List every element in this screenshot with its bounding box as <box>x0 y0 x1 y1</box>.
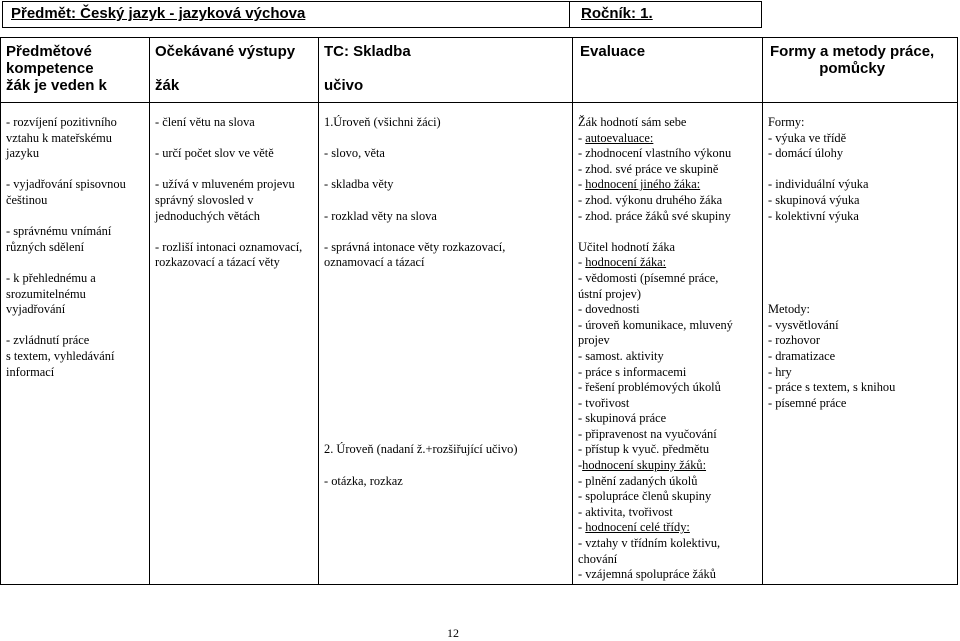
col3-line <box>324 162 517 178</box>
col4-line: - hodnocení žáka: <box>578 255 667 270</box>
col4-line: - práce s informacemi <box>578 364 687 379</box>
col5-line <box>768 255 895 271</box>
col2-line: - užívá v mluveném projevu <box>155 177 295 192</box>
col1-line: češtinou <box>6 192 48 207</box>
tc-column <box>324 115 517 489</box>
col3-line: 2. Úroveň (nadaní ž.+rozšiřující učivo) <box>324 442 518 457</box>
col4-line: - vztahy v třídním kolektivu, <box>578 536 721 551</box>
col1-line: srozumitelnému <box>6 286 86 301</box>
col4-line: - zhod. své práce ve skupině <box>578 161 719 176</box>
col3-line <box>324 458 517 474</box>
col2-line: - rozliší intonaci oznamovací, <box>155 239 303 254</box>
col2-line <box>155 224 302 240</box>
col1-line: informací <box>6 364 55 379</box>
col4-line: Učitel hodnotí žáka <box>578 239 676 254</box>
col4-line: chování <box>578 551 618 566</box>
col3-line <box>324 333 517 349</box>
col4-line: - samost. aktivity <box>578 348 664 363</box>
col3-line: - správná intonace věty rozkazovací, <box>324 239 506 254</box>
col3-line <box>324 365 517 381</box>
col2-line: - určí počet slov ve větě <box>155 146 274 161</box>
col4-line: - plnění zadaných úkolů <box>578 473 698 488</box>
col3-line: - rozklad věty na slova <box>324 208 437 223</box>
col4-line: - úroveň komunikace, mluvený <box>578 317 733 332</box>
col1-line: - zvládnutí práce <box>6 333 90 348</box>
col5-line <box>768 240 895 256</box>
page-number: 12 <box>447 626 459 640</box>
col1-line <box>6 255 126 271</box>
col5-line: - hry <box>768 364 792 379</box>
header-competence: Předmětové kompetence žák je veden k <box>6 43 107 94</box>
col5-line <box>768 224 895 240</box>
subject-title: Předmět: Český jazyk - jazyková výchova <box>11 5 306 22</box>
col3-line <box>324 193 517 209</box>
col1-line: - správnému vnímání <box>6 224 112 239</box>
outputs-column <box>155 115 302 271</box>
col2-line <box>155 131 302 147</box>
col2-line: správný slovosled v <box>155 192 254 207</box>
col3-line: - slovo, věta <box>324 146 385 161</box>
col3-line <box>324 302 517 318</box>
grade-title: Ročník: 1. <box>581 5 653 22</box>
col2-line: rozkazovací a tázací věty <box>155 255 280 270</box>
col1-line <box>6 318 126 334</box>
col1-line <box>6 209 126 225</box>
col1-line: - vyjadřování spisovnou <box>6 177 126 192</box>
col4-line: -hodnocení skupiny žáků: <box>578 458 707 473</box>
header-evaluation: Evaluace <box>580 43 646 60</box>
competence-column <box>6 115 126 380</box>
col4-line: - zhod. práce žáků své skupiny <box>578 208 731 223</box>
col3-line <box>324 318 517 334</box>
col5-line: - skupinová výuka <box>768 192 860 207</box>
header-tc: TC: Skladba učivo <box>324 43 411 94</box>
col5-line: - vysvětlování <box>768 317 839 332</box>
col5-line: - kolektivní výuka <box>768 208 859 223</box>
col3-line: - skladba věty <box>324 177 394 192</box>
col5-line <box>768 287 895 303</box>
col4-line: - skupinová práce <box>578 411 667 426</box>
col2-line <box>155 162 302 178</box>
col4-line: projev <box>578 333 610 348</box>
col5-line <box>768 271 895 287</box>
col3-line <box>324 427 517 443</box>
col3-line <box>324 271 517 287</box>
col2-line: - člení větu na slova <box>155 115 255 129</box>
col4-line: - přístup k vyuč. předmětu <box>578 442 710 457</box>
col1-line: - k přehlednému a <box>6 270 96 285</box>
col1-line: vyjadřování <box>6 302 66 317</box>
col1-line: vztahu k mateřskému <box>6 130 112 145</box>
col4-line: - spolupráce členů skupiny <box>578 489 712 504</box>
col3-line <box>324 224 517 240</box>
col3-line: 1.Úroveň (všichni žáci) <box>324 115 441 129</box>
col1-line: různých sdělení <box>6 239 85 254</box>
col4-line: - zhod. výkonu druhého žáka <box>578 192 723 207</box>
col4-line: - aktivita, tvořivost <box>578 504 673 519</box>
col1-line: jazyku <box>6 146 40 161</box>
col1-line: - rozvíjení pozitivního <box>6 115 117 129</box>
evaluation-column <box>578 115 733 583</box>
col4-line: - hodnocení celé třídy: <box>578 520 690 535</box>
col1-line: s textem, vyhledávání <box>6 348 115 363</box>
col3-line <box>324 287 517 303</box>
col5-line: Formy: <box>768 115 805 129</box>
col1-line <box>6 162 126 178</box>
col4-line: - řešení problémových úkolů <box>578 380 721 395</box>
col4-line: - vzájemná spolupráce žáků <box>578 567 716 582</box>
col5-line: - písemné práce <box>768 395 847 410</box>
col3-line <box>324 131 517 147</box>
col4-line <box>578 224 733 240</box>
col4-line: - vědomosti (písemné práce, <box>578 270 719 285</box>
col3-line <box>324 411 517 427</box>
col4-line: - připravenost na vyučování <box>578 426 717 441</box>
col5-line: - rozhovor <box>768 333 820 348</box>
col4-line: - zhodnocení vlastního výkonu <box>578 146 732 161</box>
col4-line: ústní projev) <box>578 286 641 301</box>
col2-line: jednoduchých větách <box>155 208 260 223</box>
col5-line: - práce s textem, s knihou <box>768 380 896 395</box>
col4-line: - autoevaluace: <box>578 130 654 145</box>
header-outputs: Očekávané výstupy žák <box>155 43 296 94</box>
col3-line <box>324 396 517 412</box>
col4-line: - tvořivost <box>578 395 630 410</box>
col5-line: - dramatizace <box>768 348 836 363</box>
col5-line: Metody: <box>768 302 810 317</box>
col5-line <box>768 162 895 178</box>
forms-column <box>768 115 895 411</box>
col5-line: - výuka ve třídě <box>768 130 847 145</box>
col3-line: oznamovací a tázací <box>324 255 425 270</box>
col5-line: - individuální výuka <box>768 177 869 192</box>
col4-line: Žák hodnotí sám sebe <box>578 115 687 129</box>
subject-header-box <box>2 1 762 28</box>
col3-line <box>324 349 517 365</box>
col3-line: - otázka, rozkaz <box>324 473 403 488</box>
col3-line <box>324 380 517 396</box>
col5-line: - domácí úlohy <box>768 146 844 161</box>
col4-line: - hodnocení jiného žáka: <box>578 177 701 192</box>
header-forms: Formy a metody práce, pomůcky <box>770 43 935 77</box>
col4-line: - dovednosti <box>578 302 640 317</box>
